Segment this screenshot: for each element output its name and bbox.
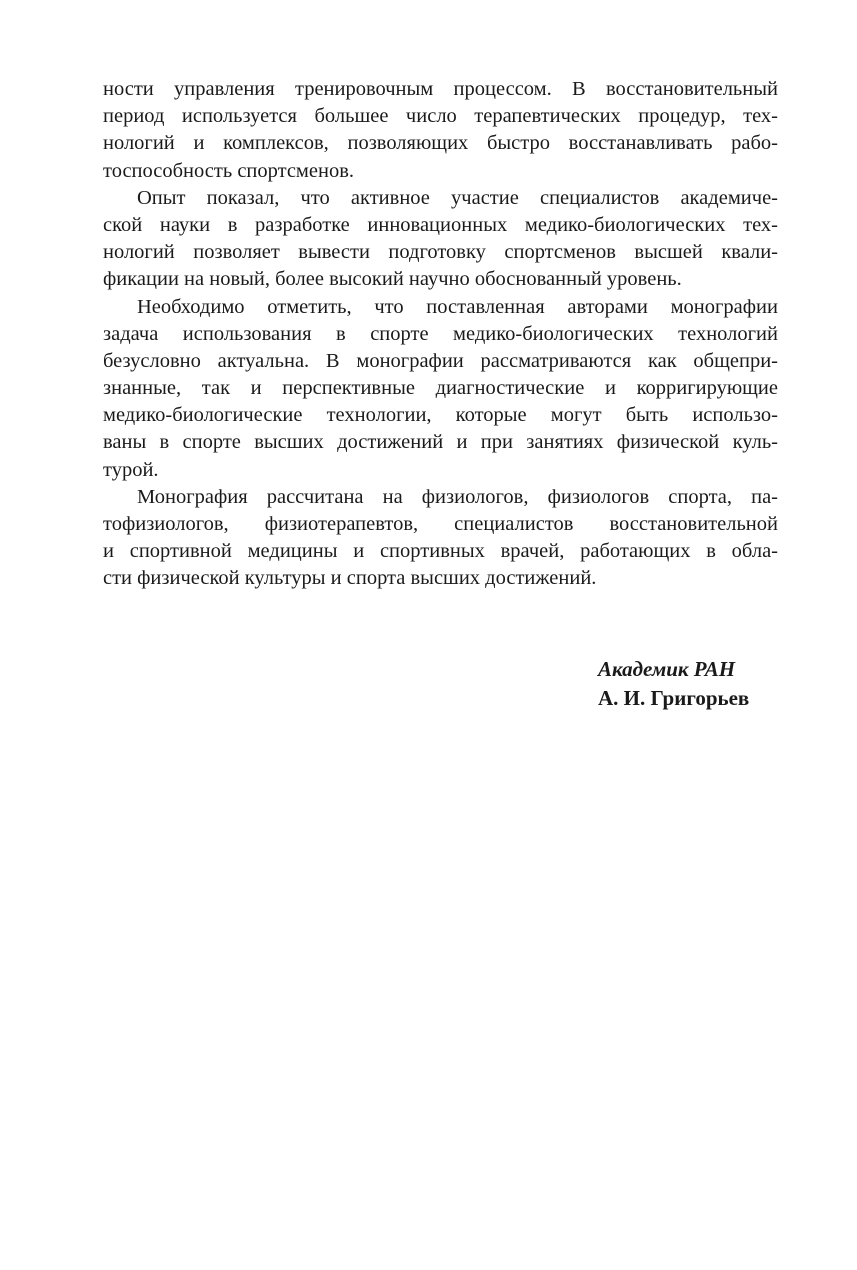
paragraph-4: [103, 484, 778, 593]
signature-block: [598, 655, 749, 713]
text-line: тоспособность спортсменов.: [103, 159, 355, 182]
text-line: медико-биологические технологии, которые могут быть использо-: [103, 404, 778, 427]
text-line: ской науки в разработке инновационных медико-биологических тех-: [103, 213, 778, 236]
text-line: Необходимо отметить, что поставленная авторами монографии: [137, 295, 778, 318]
text-line: задача использования в спорте медико-биологических технологий: [103, 322, 778, 345]
text-line: тофизиологов, физиотерапевтов, специалистов восстановительной: [103, 513, 778, 535]
text-line: ности управления тренировочным процессом. В восстановительный: [103, 78, 778, 100]
signature-title: Академик РАН: [598, 657, 736, 681]
text-line: знанные, так и перспективные диагностические и корригирующие: [103, 377, 778, 400]
paragraph-2: [103, 185, 778, 294]
text-line: нологий и комплексов, позволяющих быстро восстанавливать рабо-: [103, 132, 778, 155]
text-line: фикации на новый, более высокий научно обоснованный уровень.: [103, 268, 682, 291]
paragraph-3: [103, 294, 778, 484]
text-line: и спортивной медицины и спортивных врачей, работающих в обла-: [103, 540, 778, 563]
text-line: нологий позволяет вывести подготовку спортсменов высшей квали-: [103, 241, 778, 264]
text-line: сти физической культуры и спорта высших достижений.: [103, 567, 597, 590]
text-line: период используется большее число терапевтических процедур, тех-: [103, 105, 778, 128]
text-line: ваны в спорте высших достижений и при занятиях физической куль-: [103, 431, 778, 454]
text-line: Монография рассчитана на физиологов, физиологов спорта, па-: [137, 485, 778, 508]
signature-name: А. И. Григорьев: [598, 686, 750, 710]
text-line: Опыт показал, что активное участие специалистов академиче-: [137, 186, 778, 209]
text-line: безусловно актуальна. В монографии рассматриваются как общепри-: [103, 349, 778, 372]
body-text: [103, 76, 778, 593]
paragraph-1: [103, 76, 778, 185]
text-line: турой.: [103, 458, 159, 481]
